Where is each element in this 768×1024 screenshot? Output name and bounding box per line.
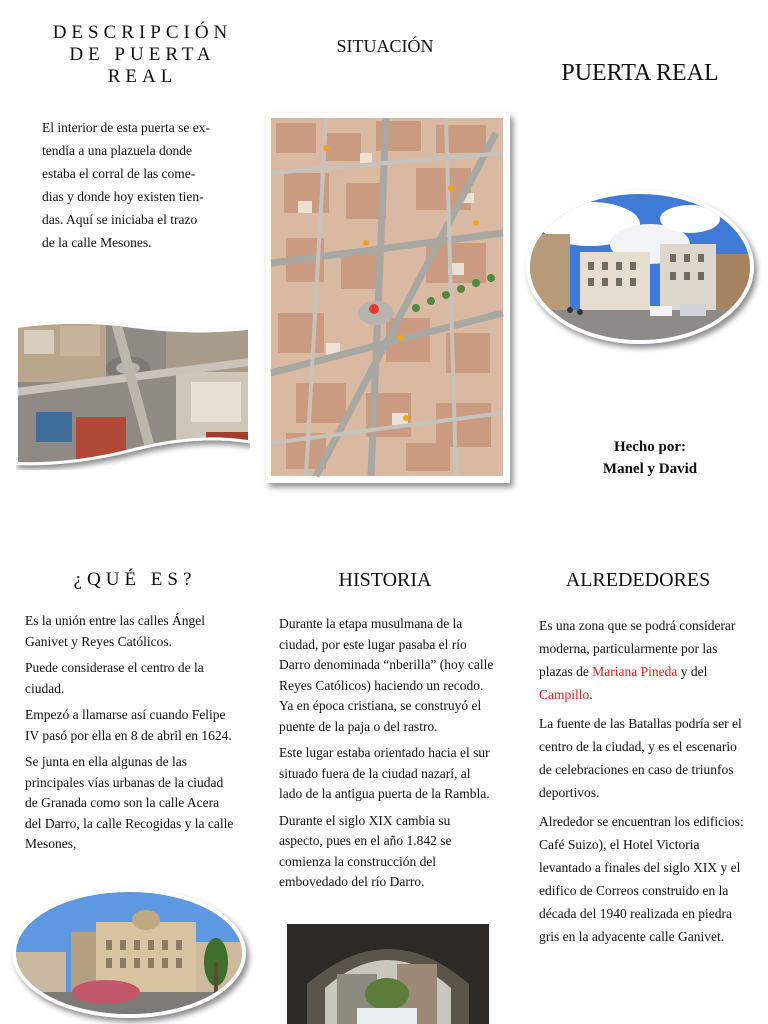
descripcion-title-line1: DESCRIPCIÓN [52, 22, 233, 43]
alrededores-text [539, 614, 745, 954]
street-oval-photo [526, 190, 754, 344]
que-es-paragraph: Puede considerase el centro de la ciudad. [25, 660, 204, 696]
descripcion-text [42, 116, 242, 254]
alrededores-paragraph-2: La fuente de las Batallas podría ser el centro de la ciudad, y es el escenario de celebraciones en caso de triunfos deportivos. [539, 716, 742, 800]
descripcion-line: tendía a una plazuela donde [42, 143, 192, 158]
descripcion-line: estaba el corral de las come- [42, 166, 196, 181]
campillo-link[interactable]: Campillo [539, 687, 590, 702]
descripcion-line: das. Aquí se iniciaba el trazo [42, 212, 198, 227]
credits-authors: Manel y David [602, 461, 698, 477]
que-es-title: ¿QUÉ ES? [73, 569, 197, 590]
alrededores-title: ALREDEDORES [565, 569, 711, 591]
descripcion-line: dias y donde hoy existen tien- [42, 189, 204, 204]
que-es-paragraph: Se junta en ella algunas de las principales vías urbanas de la ciudad de Granada como son la calle Acera del Darro, la calle Recogidas y la calle Mesones, [25, 754, 234, 851]
alrededores-text-span: y del [677, 664, 708, 679]
alrededores-text-span: . [589, 687, 593, 702]
tunnel-photo [287, 924, 489, 1024]
descripcion-line: El interior de esta puerta se ex- [42, 120, 210, 135]
historia-paragraph: Este lugar estaba orientado hacia el sur situado fuera de la ciudad nazarí, al lado de la antigua puerta de la Rambla. [279, 745, 490, 801]
que-es-paragraph: Empezó a llamarse así cuando Felipe IV pasó por ella en 8 de abril en 1624. [25, 707, 232, 743]
situacion-title: SITUACIÓN [336, 36, 434, 56]
historia-paragraph: Durante la etapa musulmana de la ciudad, por este lugar pasaba el río Darro denominada “nberilla” (hoy calle Reyes Católicos) haciendo un recodo. Ya en época cristiana, se construyó el puente de la paja o del rastro. [279, 616, 494, 734]
historia-text [279, 614, 497, 899]
alrededores-paragraph-1 [539, 614, 745, 706]
alrededores-text-span: Es una zona que se podrá considerar moderna, particularmente por las plazas de [539, 618, 736, 679]
credits [560, 436, 740, 480]
descripcion-title-line3: REAL [107, 66, 178, 87]
aerial-plaza-photo [16, 322, 250, 470]
mariana-pineda-link[interactable]: Mariana Pineda [592, 664, 678, 679]
situacion-map [266, 113, 510, 483]
historia-paragraph: Durante el siglo XIX cambia su aspecto, pues en el año 1.842 se comienza la construcción del embovedado del río Darro. [279, 812, 452, 889]
descripcion-heading [30, 22, 255, 88]
descripcion-title-line2: DE PUERTA [69, 44, 216, 65]
que-es-paragraph: Es la unión entre las calles Ángel Ganivet y Reyes Católicos. [25, 613, 205, 649]
credits-label: Hecho por: [613, 439, 687, 455]
que-es-text [25, 611, 237, 861]
building-oval-photo [12, 888, 246, 1018]
historia-title: HISTORIA [338, 569, 432, 591]
puerta-real-title: PUERTA REAL [561, 60, 719, 86]
descripcion-line: de la calle Mesones. [42, 235, 152, 250]
alrededores-paragraph-3: Alrededor se encuentran los edificios: Café Suizo), el Hotel Victoria levantado a finales del siglo XIX y el edifico de Correos construido en la década del 1940 realizada en piedra gris en la adyacente calle Ganivet. [539, 814, 744, 944]
